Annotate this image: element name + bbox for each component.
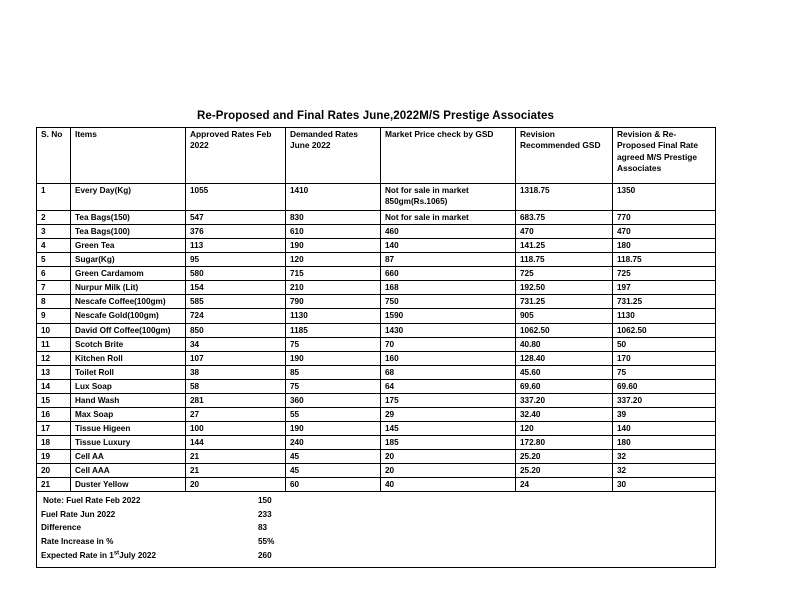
note-line — [41, 522, 328, 536]
cell-final-rate: 32 — [613, 464, 716, 478]
cell-item: Cell AAA — [71, 464, 186, 478]
cell-final-rate: 30 — [613, 478, 716, 492]
cell-market-price: 87 — [381, 253, 516, 267]
cell-demanded-rate: 830 — [286, 211, 381, 225]
column-header-approved-rates: Approved Rates Feb 2022 — [186, 128, 286, 184]
cell-final-rate: 39 — [613, 407, 716, 421]
table-body — [37, 184, 716, 492]
cell-sno: 19 — [37, 450, 71, 464]
cell-item: Max Soap — [71, 407, 186, 421]
cell-demanded-rate: 75 — [286, 337, 381, 351]
table-row — [37, 253, 716, 267]
table-row — [37, 421, 716, 435]
cell-sno: 7 — [37, 281, 71, 295]
cell-demanded-rate: 75 — [286, 379, 381, 393]
cell-item: Toilet Roll — [71, 365, 186, 379]
cell-demanded-rate: 360 — [286, 393, 381, 407]
table-footer — [37, 492, 716, 568]
note-value: 150 — [258, 496, 272, 506]
cell-approved-rate: 281 — [186, 393, 286, 407]
table-row — [37, 464, 716, 478]
cell-revision-recommended: 905 — [516, 309, 613, 323]
cell-approved-rate: 376 — [186, 225, 286, 239]
cell-market-price: 460 — [381, 225, 516, 239]
cell-demanded-rate: 55 — [286, 407, 381, 421]
cell-sno: 10 — [37, 323, 71, 337]
note-row — [37, 492, 716, 568]
cell-sno: 21 — [37, 478, 71, 492]
cell-demanded-rate: 45 — [286, 450, 381, 464]
cell-revision-recommended: 192.50 — [516, 281, 613, 295]
cell-market-price: 160 — [381, 351, 516, 365]
cell-approved-rate: 580 — [186, 267, 286, 281]
cell-demanded-rate: 1410 — [286, 184, 381, 211]
cell-market-price: 20 — [381, 464, 516, 478]
cell-demanded-rate: 210 — [286, 281, 381, 295]
table-row — [37, 281, 716, 295]
cell-approved-rate: 547 — [186, 211, 286, 225]
cell-sno: 11 — [37, 337, 71, 351]
cell-item: Nescafe Gold(100gm) — [71, 309, 186, 323]
note-value: 260 — [258, 550, 272, 560]
cell-market-price: Not for sale in market — [381, 211, 516, 225]
cell-revision-recommended: 1318.75 — [516, 184, 613, 211]
note-label-prefix: Expected Rate in 1 — [41, 550, 114, 560]
cell-demanded-rate: 60 — [286, 478, 381, 492]
cell-approved-rate: 21 — [186, 450, 286, 464]
cell-demanded-rate: 120 — [286, 253, 381, 267]
cell-market-price: 660 — [381, 267, 516, 281]
cell-final-rate: 140 — [613, 421, 716, 435]
cell-sno: 13 — [37, 365, 71, 379]
table-row — [37, 323, 716, 337]
cell-demanded-rate: 1185 — [286, 323, 381, 337]
cell-final-rate: 197 — [613, 281, 716, 295]
table-row — [37, 379, 716, 393]
cell-market-price: 140 — [381, 239, 516, 253]
cell-market-price: 168 — [381, 281, 516, 295]
table-row — [37, 211, 716, 225]
table-row — [37, 478, 716, 492]
table-row — [37, 225, 716, 239]
cell-sno: 3 — [37, 225, 71, 239]
column-header-revision: Revision Recommended GSD — [516, 128, 613, 184]
cell-approved-rate: 154 — [186, 281, 286, 295]
cell-sno: 1 — [37, 184, 71, 211]
table-row — [37, 407, 716, 421]
cell-final-rate: 1130 — [613, 309, 716, 323]
cell-revision-recommended: 731.25 — [516, 295, 613, 309]
document-title: Re-Proposed and Final Rates June,2022M/S Prestige Associates — [196, 110, 555, 122]
cell-market-price: 68 — [381, 365, 516, 379]
cell-approved-rate: 850 — [186, 323, 286, 337]
note-label — [41, 550, 258, 564]
cell-market-price: 175 — [381, 393, 516, 407]
rates-table — [36, 127, 716, 568]
cell-approved-rate: 107 — [186, 351, 286, 365]
cell-market-price: Not for sale in market 850gm(Rs.1065) — [381, 184, 516, 211]
cell-market-price: 70 — [381, 337, 516, 351]
cell-item: Tissue Higeen — [71, 421, 186, 435]
note-label-postfix: July 2022 — [119, 550, 157, 560]
cell-revision-recommended: 1062.50 — [516, 323, 613, 337]
cell-sno: 20 — [37, 464, 71, 478]
cell-revision-recommended: 45.60 — [516, 365, 613, 379]
cell-revision-recommended: 141.25 — [516, 239, 613, 253]
cell-demanded-rate: 715 — [286, 267, 381, 281]
cell-revision-recommended: 172.80 — [516, 436, 613, 450]
cell-market-price: 64 — [381, 379, 516, 393]
cell-revision-recommended: 25.20 — [516, 450, 613, 464]
cell-sno: 4 — [37, 239, 71, 253]
cell-sno: 12 — [37, 351, 71, 365]
cell-approved-rate: 585 — [186, 295, 286, 309]
cell-demanded-rate: 790 — [286, 295, 381, 309]
column-header-final-rate: Revision & Re-Proposed Final Rate agreed M/S Prestige Associates — [613, 128, 716, 184]
note-label: Note: Fuel Rate Feb 2022 — [43, 496, 141, 506]
cell-approved-rate: 27 — [186, 407, 286, 421]
cell-final-rate: 50 — [613, 337, 716, 351]
cell-final-rate: 1350 — [613, 184, 716, 211]
note-line — [41, 495, 328, 509]
cell-sno: 15 — [37, 393, 71, 407]
table-row — [37, 267, 716, 281]
cell-final-rate: 32 — [613, 450, 716, 464]
cell-sno: 9 — [37, 309, 71, 323]
note-label: Fuel Rate Jun 2022 — [41, 509, 116, 519]
table-row — [37, 184, 716, 211]
cell-market-price: 29 — [381, 407, 516, 421]
cell-final-rate: 337.20 — [613, 393, 716, 407]
cell-revision-recommended: 69.60 — [516, 379, 613, 393]
cell-item: Tea Bags(100) — [71, 225, 186, 239]
cell-approved-rate: 58 — [186, 379, 286, 393]
cell-sno: 8 — [37, 295, 71, 309]
cell-demanded-rate: 85 — [286, 365, 381, 379]
column-header-sno: S. No — [37, 128, 71, 184]
table-row — [37, 239, 716, 253]
cell-market-price: 185 — [381, 436, 516, 450]
table-header-row — [37, 128, 716, 184]
cell-revision-recommended: 25.20 — [516, 464, 613, 478]
cell-demanded-rate: 240 — [286, 436, 381, 450]
cell-demanded-rate: 45 — [286, 464, 381, 478]
note-label: Difference — [41, 523, 82, 533]
cell-revision-recommended: 337.20 — [516, 393, 613, 407]
cell-demanded-rate: 190 — [286, 239, 381, 253]
cell-final-rate: 75 — [613, 365, 716, 379]
cell-sno: 6 — [37, 267, 71, 281]
cell-approved-rate: 1055 — [186, 184, 286, 211]
cell-final-rate: 725 — [613, 267, 716, 281]
cell-approved-rate: 100 — [186, 421, 286, 435]
cell-approved-rate: 144 — [186, 436, 286, 450]
note-value: 233 — [258, 509, 272, 519]
cell-item: Every Day(Kg) — [71, 184, 186, 211]
cell-demanded-rate: 190 — [286, 421, 381, 435]
column-header-demanded-rates: Demanded Rates June 2022 — [286, 128, 381, 184]
cell-approved-rate: 724 — [186, 309, 286, 323]
table-row — [37, 337, 716, 351]
cell-final-rate: 770 — [613, 211, 716, 225]
cell-item: Kitchen Roll — [71, 351, 186, 365]
column-header-items: Items — [71, 128, 186, 184]
cell-final-rate: 731.25 — [613, 295, 716, 309]
cell-sno: 17 — [37, 421, 71, 435]
cell-sno: 18 — [37, 436, 71, 450]
note-line — [41, 550, 328, 564]
cell-market-price: 750 — [381, 295, 516, 309]
table-row — [37, 351, 716, 365]
note-table — [41, 495, 328, 563]
table-row — [37, 365, 716, 379]
cell-market-price: 1590 — [381, 309, 516, 323]
note-value: 83 — [258, 523, 268, 533]
cell-approved-rate: 34 — [186, 337, 286, 351]
cell-sno: 14 — [37, 379, 71, 393]
cell-approved-rate: 113 — [186, 239, 286, 253]
cell-final-rate: 69.60 — [613, 379, 716, 393]
cell-revision-recommended: 120 — [516, 421, 613, 435]
cell-sno: 2 — [37, 211, 71, 225]
cell-item: Cell AA — [71, 450, 186, 464]
cell-item: Nescafe Coffee(100gm) — [71, 295, 186, 309]
cell-demanded-rate: 190 — [286, 351, 381, 365]
cell-item: Sugar(Kg) — [71, 253, 186, 267]
table-row — [37, 309, 716, 323]
cell-item: David Off Coffee(100gm) — [71, 323, 186, 337]
cell-item: Tissue Luxury — [71, 436, 186, 450]
cell-sno: 5 — [37, 253, 71, 267]
cell-approved-rate: 21 — [186, 464, 286, 478]
cell-revision-recommended: 40.80 — [516, 337, 613, 351]
cell-item: Scotch Brite — [71, 337, 186, 351]
column-header-market-price: Market Price check by GSD — [381, 128, 516, 184]
cell-item: Tea Bags(150) — [71, 211, 186, 225]
table-row — [37, 450, 716, 464]
cell-final-rate: 118.75 — [613, 253, 716, 267]
cell-revision-recommended: 24 — [516, 478, 613, 492]
cell-approved-rate: 95 — [186, 253, 286, 267]
cell-approved-rate: 20 — [186, 478, 286, 492]
cell-approved-rate: 38 — [186, 365, 286, 379]
cell-final-rate: 180 — [613, 239, 716, 253]
cell-final-rate: 1062.50 — [613, 323, 716, 337]
note-line — [41, 509, 328, 523]
table-row — [37, 393, 716, 407]
table-header — [37, 128, 716, 184]
cell-final-rate: 170 — [613, 351, 716, 365]
cell-market-price: 145 — [381, 421, 516, 435]
cell-demanded-rate: 1130 — [286, 309, 381, 323]
note-cell — [37, 492, 716, 568]
note-value: 55% — [258, 536, 275, 546]
cell-final-rate: 470 — [613, 225, 716, 239]
cell-revision-recommended: 128.40 — [516, 351, 613, 365]
cell-revision-recommended: 725 — [516, 267, 613, 281]
table-row — [37, 295, 716, 309]
cell-item: Nurpur Milk (Lit) — [71, 281, 186, 295]
cell-market-price: 40 — [381, 478, 516, 492]
cell-revision-recommended: 118.75 — [516, 253, 613, 267]
cell-revision-recommended: 32.40 — [516, 407, 613, 421]
cell-sno: 16 — [37, 407, 71, 421]
cell-item: Lux Soap — [71, 379, 186, 393]
cell-final-rate: 180 — [613, 436, 716, 450]
note-label-ordinal-suffix: st — [113, 549, 120, 556]
cell-revision-recommended: 683.75 — [516, 211, 613, 225]
cell-demanded-rate: 610 — [286, 225, 381, 239]
cell-market-price: 1430 — [381, 323, 516, 337]
note-line — [41, 536, 328, 550]
note-label: Rate Increase in % — [41, 536, 114, 546]
cell-revision-recommended: 470 — [516, 225, 613, 239]
cell-item: Hand Wash — [71, 393, 186, 407]
table-row — [37, 436, 716, 450]
cell-item: Duster Yellow — [71, 478, 186, 492]
cell-item: Green Cardamom — [71, 267, 186, 281]
cell-item: Green Tea — [71, 239, 186, 253]
cell-market-price: 20 — [381, 450, 516, 464]
